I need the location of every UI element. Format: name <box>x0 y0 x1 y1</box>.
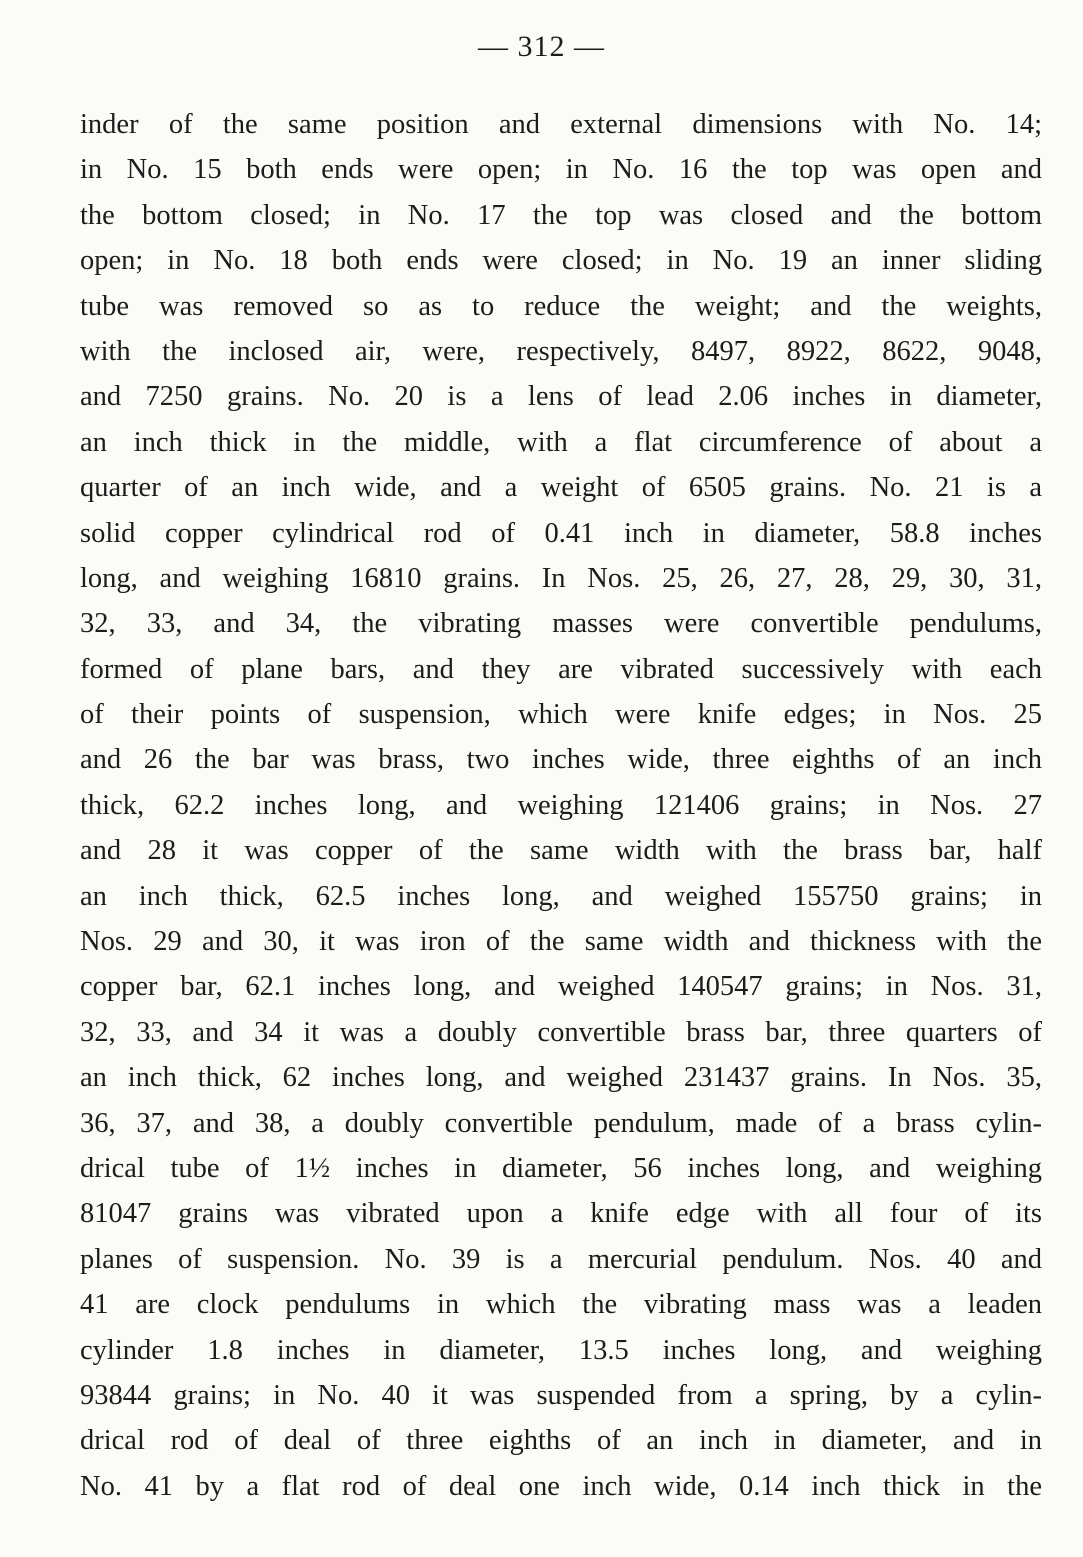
text-line: 93844 grains; in No. 40 it was suspended from a spring, by a cylin- <box>80 1379 1042 1411</box>
text-line: solid copper cylindrical rod of 0.41 inch in diameter, 58.8 inches <box>80 517 1042 549</box>
text-line: 36, 37, and 38, a doubly convertible pendulum, made of a brass cylin- <box>80 1107 1042 1139</box>
text-line: 41 are clock pendulums in which the vibrating mass was a leaden <box>80 1289 1042 1321</box>
text-line: 32, 33, and 34 it was a doubly convertible brass bar, three quarters of <box>80 1016 1042 1048</box>
text-line: thick, 62.2 inches long, and weighing 121406 grains; in Nos. 27 <box>80 789 1042 821</box>
text-line: in No. 15 both ends were open; in No. 16 the top was open and <box>80 154 1042 186</box>
text-line: an inch thick, 62 inches long, and weighed 231437 grains. In Nos. 35, <box>80 1062 1042 1094</box>
text-line: quarter of an inch wide, and a weight of 6505 grains. No. 21 is a <box>80 472 1042 504</box>
text-line: drical rod of deal of three eighths of an inch in diameter, and in <box>80 1425 1042 1457</box>
text-line: copper bar, 62.1 inches long, and weighed 140547 grains; in Nos. 31, <box>80 971 1042 1003</box>
text-line: planes of suspension. No. 39 is a mercurial pendulum. Nos. 40 and <box>80 1243 1042 1275</box>
text-line: the bottom closed; in No. 17 the top was closed and the bottom <box>80 199 1042 231</box>
text-line: 32, 33, and 34, the vibrating masses were convertible pendulums, <box>80 608 1042 640</box>
page-number: — 312 — <box>478 30 605 63</box>
text-line: 81047 grains was vibrated upon a knife edge with all four of its <box>80 1198 1042 1230</box>
text-line: formed of plane bars, and they are vibrated successively with each <box>80 653 1042 685</box>
text-line: an inch thick, 62.5 inches long, and weighed 155750 grains; in <box>80 880 1042 912</box>
text-line: open; in No. 18 both ends were closed; in No. 19 an inner sliding <box>80 245 1042 277</box>
text-line: drical tube of 1½ inches in diameter, 56 inches long, and weighing <box>80 1152 1042 1184</box>
text-line: an inch thick in the middle, with a flat circumference of about a <box>80 426 1042 458</box>
text-line: and 28 it was copper of the same width with the brass bar, half <box>80 835 1042 867</box>
text-line: long, and weighing 16810 grains. In Nos. 25, 26, 27, 28, 29, 30, 31, <box>80 562 1042 594</box>
text-line: and 7250 grains. No. 20 is a lens of lead 2.06 inches in diameter, <box>80 381 1042 413</box>
text-line: with the inclosed air, were, respectively, 8497, 8922, 8622, 9048, <box>80 335 1042 367</box>
text-line: and 26 the bar was brass, two inches wide, three eighths of an inch <box>80 744 1042 776</box>
text-line: cylinder 1.8 inches in diameter, 13.5 inches long, and weighing <box>80 1334 1042 1366</box>
text-line: inder of the same position and external dimensions with No. 14; <box>80 109 1042 140</box>
text-line: tube was removed so as to reduce the weight; and the weights, <box>80 290 1042 322</box>
text-line: of their points of suspension, which were knife edges; in Nos. 25 <box>80 699 1042 731</box>
text-line: No. 41 by a flat rod of deal one inch wide, 0.14 inch thick in the <box>80 1470 1042 1502</box>
body-text <box>80 102 1042 1509</box>
text-line: Nos. 29 and 30, it was iron of the same width and thickness with the <box>80 926 1042 958</box>
